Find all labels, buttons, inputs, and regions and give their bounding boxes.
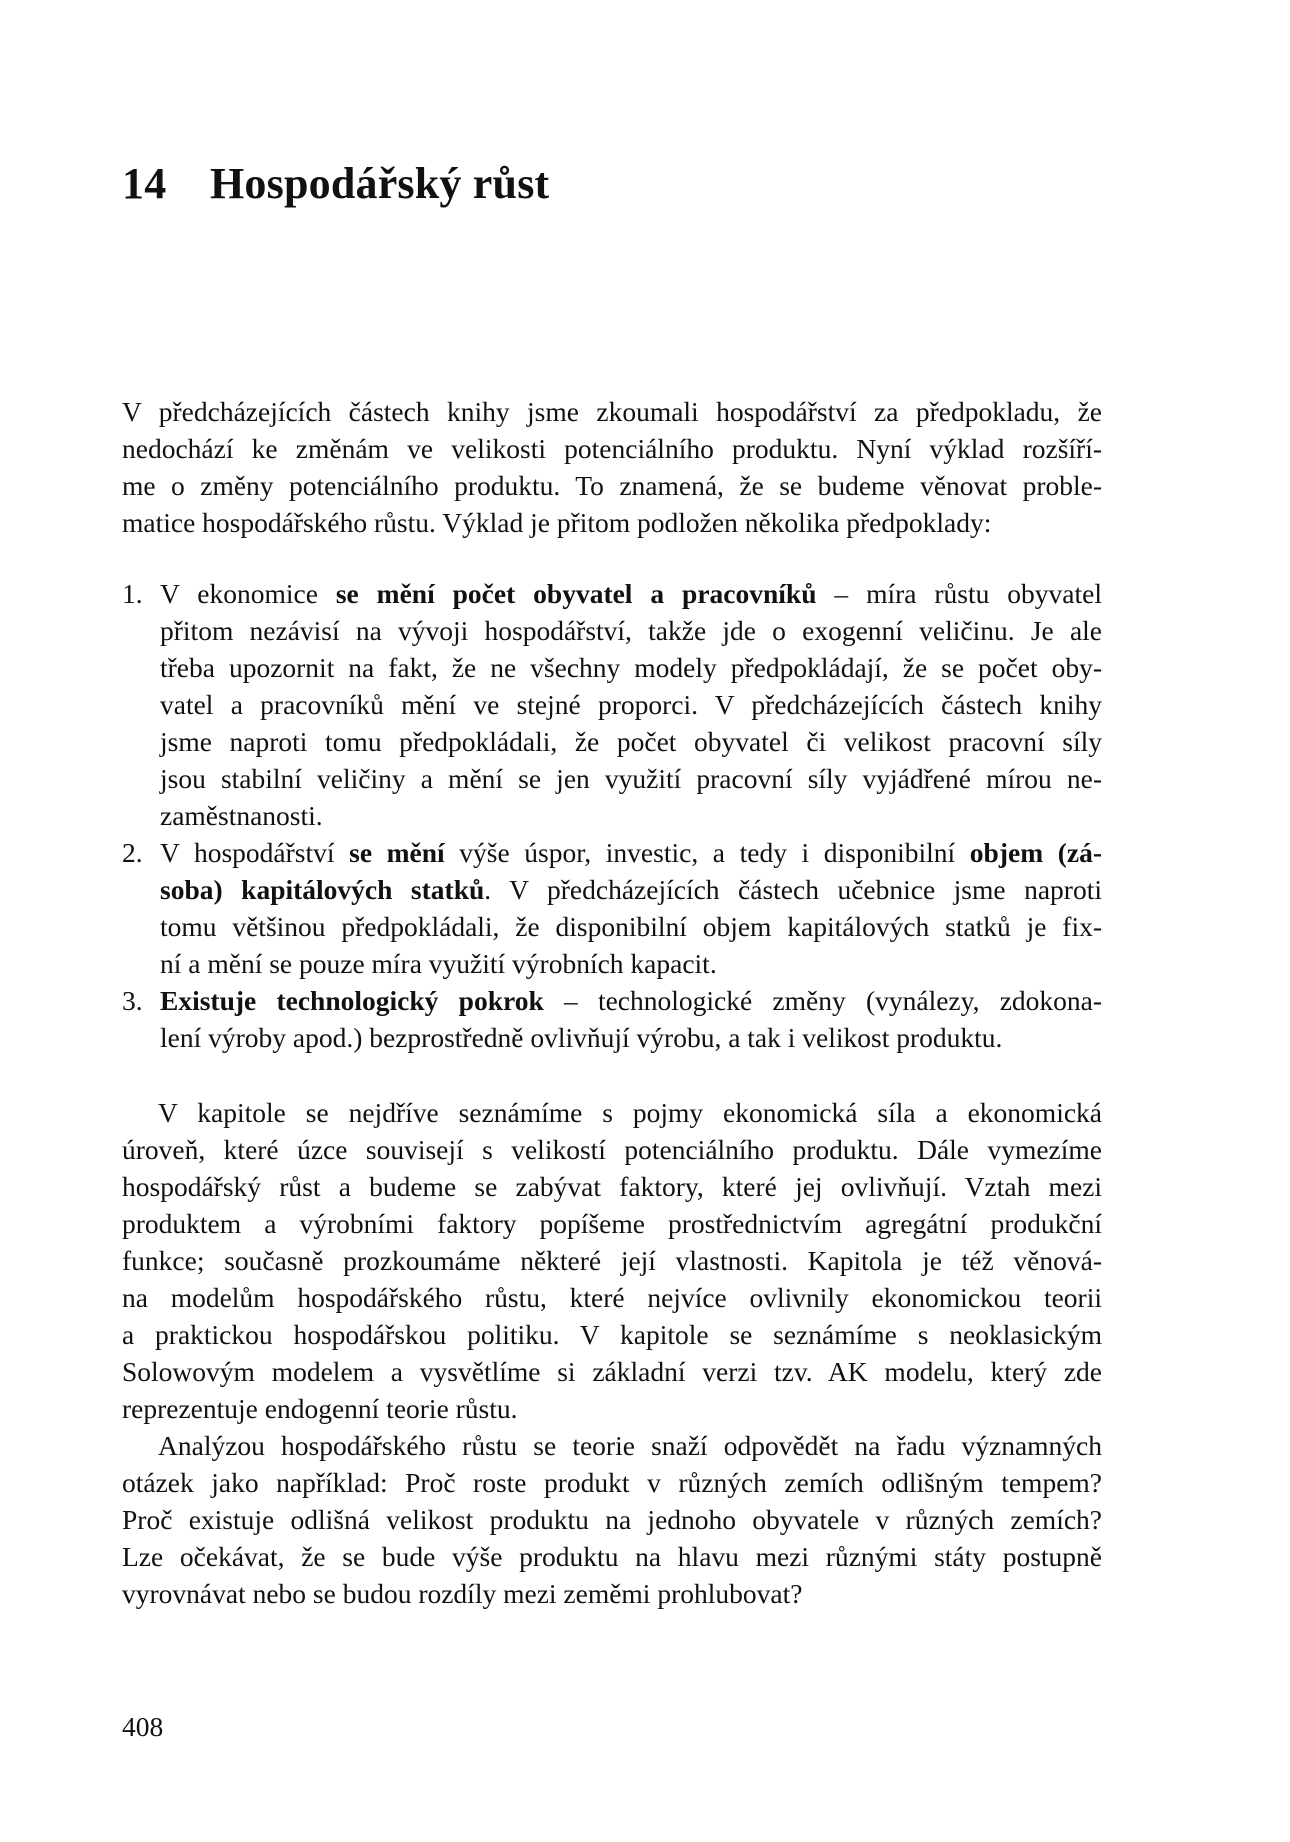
- research-questions-paragraph: [122, 1427, 1102, 1612]
- text-span: V ekonomice: [160, 578, 336, 609]
- text-line: Solowovým modelem a vysvětlíme si základní verzi tzv. AK modelu, který zde: [122, 1356, 1102, 1387]
- text-line: otázek jako například: Proč roste produkt v různých zemích odlišným tempem?: [122, 1467, 1102, 1498]
- list-item: [122, 575, 1102, 834]
- list-marker: 3.: [122, 985, 143, 1016]
- text-line: [160, 575, 1102, 612]
- chapter-number: 14: [122, 159, 167, 208]
- text-line: funkce; současně prozkoumáme některé její vlastnosti. Kapitola je též věnová-: [122, 1245, 1102, 1276]
- text-line: zaměstnanosti.: [160, 800, 323, 831]
- text-line: jsme naproti tomu předpokládali, že počet obyvatel či velikost pracovní síly: [160, 726, 1102, 757]
- text-line: přitom nezávisí na vývoji hospodářství, takže jde o exogenní veličinu. Je ale: [160, 615, 1102, 646]
- text-span: – míra růstu obyvatel: [816, 578, 1102, 609]
- text-line: Proč existuje odlišná velikost produktu na jednoho obyvatele v různých zemích?: [122, 1504, 1102, 1535]
- text-span: V hospodářství: [160, 837, 350, 868]
- list-marker: 1.: [122, 578, 143, 609]
- page-number: 408: [122, 1711, 164, 1742]
- chapter-title: Hospodářský růst: [210, 159, 550, 208]
- text-span: – technologické změny (vynálezy, zdokona-: [543, 985, 1103, 1016]
- text-line: [160, 982, 1102, 1019]
- text-line: produktem a výrobními faktory popíšeme prostřednictvím agregátní produkční: [122, 1208, 1102, 1239]
- text-line: nedochází ke změnám ve velikosti potenciálního produktu. Nyní výklad rozšíří-: [122, 433, 1102, 464]
- text-line: matice hospodářského růstu. Výklad je přitom podložen několika předpoklady:: [122, 507, 992, 538]
- bold-text: Existuje technologický pokrok: [160, 985, 544, 1016]
- text-line: vyrovnávat nebo se budou rozdíly mezi zeměmi prohlubovat?: [122, 1578, 803, 1609]
- text-line: [160, 834, 1102, 871]
- bold-text: objem (zá-: [969, 837, 1102, 868]
- bold-text: se mění: [349, 837, 445, 868]
- text-line: [160, 871, 1102, 908]
- text-line: Lze očekávat, že se bude výše produktu na hlavu mezi různými státy postupně: [122, 1541, 1102, 1572]
- list-item: [122, 982, 1102, 1056]
- text-line: a praktickou hospodářskou politiku. V kapitole se seznámíme s neoklasickým: [122, 1319, 1102, 1350]
- text-line: ní a mění se pouze míra využití výrobních kapacit.: [160, 948, 717, 979]
- list-item: [122, 834, 1102, 982]
- text-line: úroveň, které úzce souvisejí s velikostí potenciálního produktu. Dále vymezíme: [122, 1134, 1102, 1165]
- text-line: hospodářský růst a budeme se zabývat faktory, které jej ovlivňují. Vztah mezi: [122, 1171, 1102, 1202]
- text-line: reprezentuje endogenní teorie růstu.: [122, 1393, 518, 1424]
- list-marker: 2.: [122, 837, 143, 868]
- text-line: lení výroby apod.) bezprostředně ovlivňují výrobu, a tak i velikost produktu.: [160, 1022, 1003, 1053]
- assumptions-list: [122, 575, 1102, 1056]
- text-line: me o změny potenciálního produktu. To znamená, že se budeme věnovat proble-: [122, 470, 1102, 501]
- chapter-overview-paragraph: [122, 1094, 1102, 1427]
- text-line: V kapitole se nejdříve seznámíme s pojmy ekonomická síla a ekonomická: [158, 1097, 1102, 1128]
- text-span: výše úspor, investic, a tedy i disponibilní: [444, 837, 970, 868]
- text-line: na modelům hospodářského růstu, které nejvíce ovlivnily ekonomickou teorii: [122, 1282, 1102, 1313]
- bold-text: se mění počet obyvatel a pracovníků: [335, 578, 817, 609]
- text-line: třeba upozornit na fakt, že ne všechny modely předpokládají, že se počet oby-: [160, 652, 1102, 683]
- text-line: tomu většinou předpokládali, že disponibilní objem kapitálových statků je fix-: [160, 911, 1102, 942]
- text-line: V předcházejících částech knihy jsme zkoumali hospodářství za předpokladu, že: [122, 396, 1102, 427]
- bold-text: soba) kapitálových statků: [160, 874, 485, 905]
- chapter-heading: [122, 158, 549, 209]
- text-line: vatel a pracovníků mění ve stejné proporci. V předcházejících částech knihy: [160, 689, 1102, 720]
- text-span: . V předcházejících částech učebnice jsme naproti: [484, 874, 1102, 905]
- text-line: Analýzou hospodářského růstu se teorie snaží odpovědět na řadu významných: [158, 1430, 1102, 1461]
- text-line: jsou stabilní veličiny a mění se jen využití pracovní síly vyjádřené mírou ne-: [160, 763, 1102, 794]
- intro-paragraph: [122, 393, 1102, 541]
